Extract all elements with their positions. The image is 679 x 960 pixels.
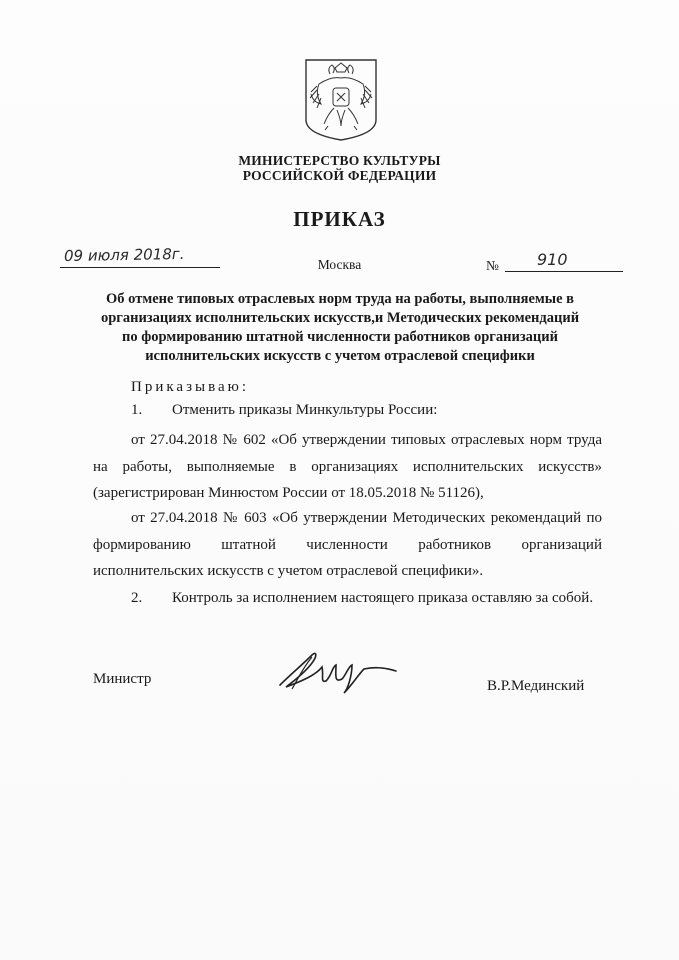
order-603-line1: от 27.04.2018 № 603 «Об утверждении Методических рекомендаций по (131, 510, 602, 526)
minister-name: В.Р.Мединский (487, 678, 585, 694)
handwritten-order-number: 910 (537, 250, 568, 269)
document-type-title: ПРИКАЗ (293, 207, 386, 231)
ministry-name-line1: МИНИСТЕРСТВО КУЛЬТУРЫ (238, 153, 441, 168)
item-1-text: Отменить приказы Минкультуры России: (172, 402, 438, 418)
subject-line: организациях исполнительских искусств,и Методических рекомендаций (100, 310, 580, 326)
city: Москва (317, 257, 362, 272)
order-word: Приказываю: (131, 379, 249, 395)
order-602-line3: (зарегистрирован Минюстом России от 18.05.2018 № 51126), (93, 485, 484, 501)
order-603-line3: исполнительских искусств с учетом отраслевой специфики». (93, 563, 484, 579)
subject-line: по формированию штатной численности работников организаций (122, 329, 558, 345)
handwritten-signature-icon (272, 645, 400, 695)
ministry-name-line2: РОССИЙСКОЙ ФЕДЕРАЦИИ (242, 168, 437, 183)
order-602-line2: на работы, выполняемые в организациях исполнительских искусств» (93, 459, 602, 475)
item-1-number: 1. (131, 402, 143, 418)
subject-line: исполнительских искусств с учетом отраслевой специфики (145, 348, 535, 364)
item-2-number: 2. (131, 590, 143, 606)
minister-title: Министр (93, 671, 152, 687)
order-602-line1: от 27.04.2018 № 602 «Об утверждении типовых отраслевых норм труда (131, 432, 602, 448)
item-2-text: Контроль за исполнением настоящего приказа оставляю за собой. (172, 590, 594, 606)
order-603-line2: формированию штатной численности работников организаций (93, 537, 602, 553)
order-subject (70, 290, 610, 366)
subject-line: Об отмене типовых отраслевых норм труда на работы, выполняемые в (106, 291, 574, 307)
number-sign: № (486, 258, 499, 273)
handwritten-date: 09 июля 2018г. (63, 244, 185, 266)
russian-coat-of-arms-icon (304, 58, 378, 142)
number-underline (505, 271, 623, 272)
